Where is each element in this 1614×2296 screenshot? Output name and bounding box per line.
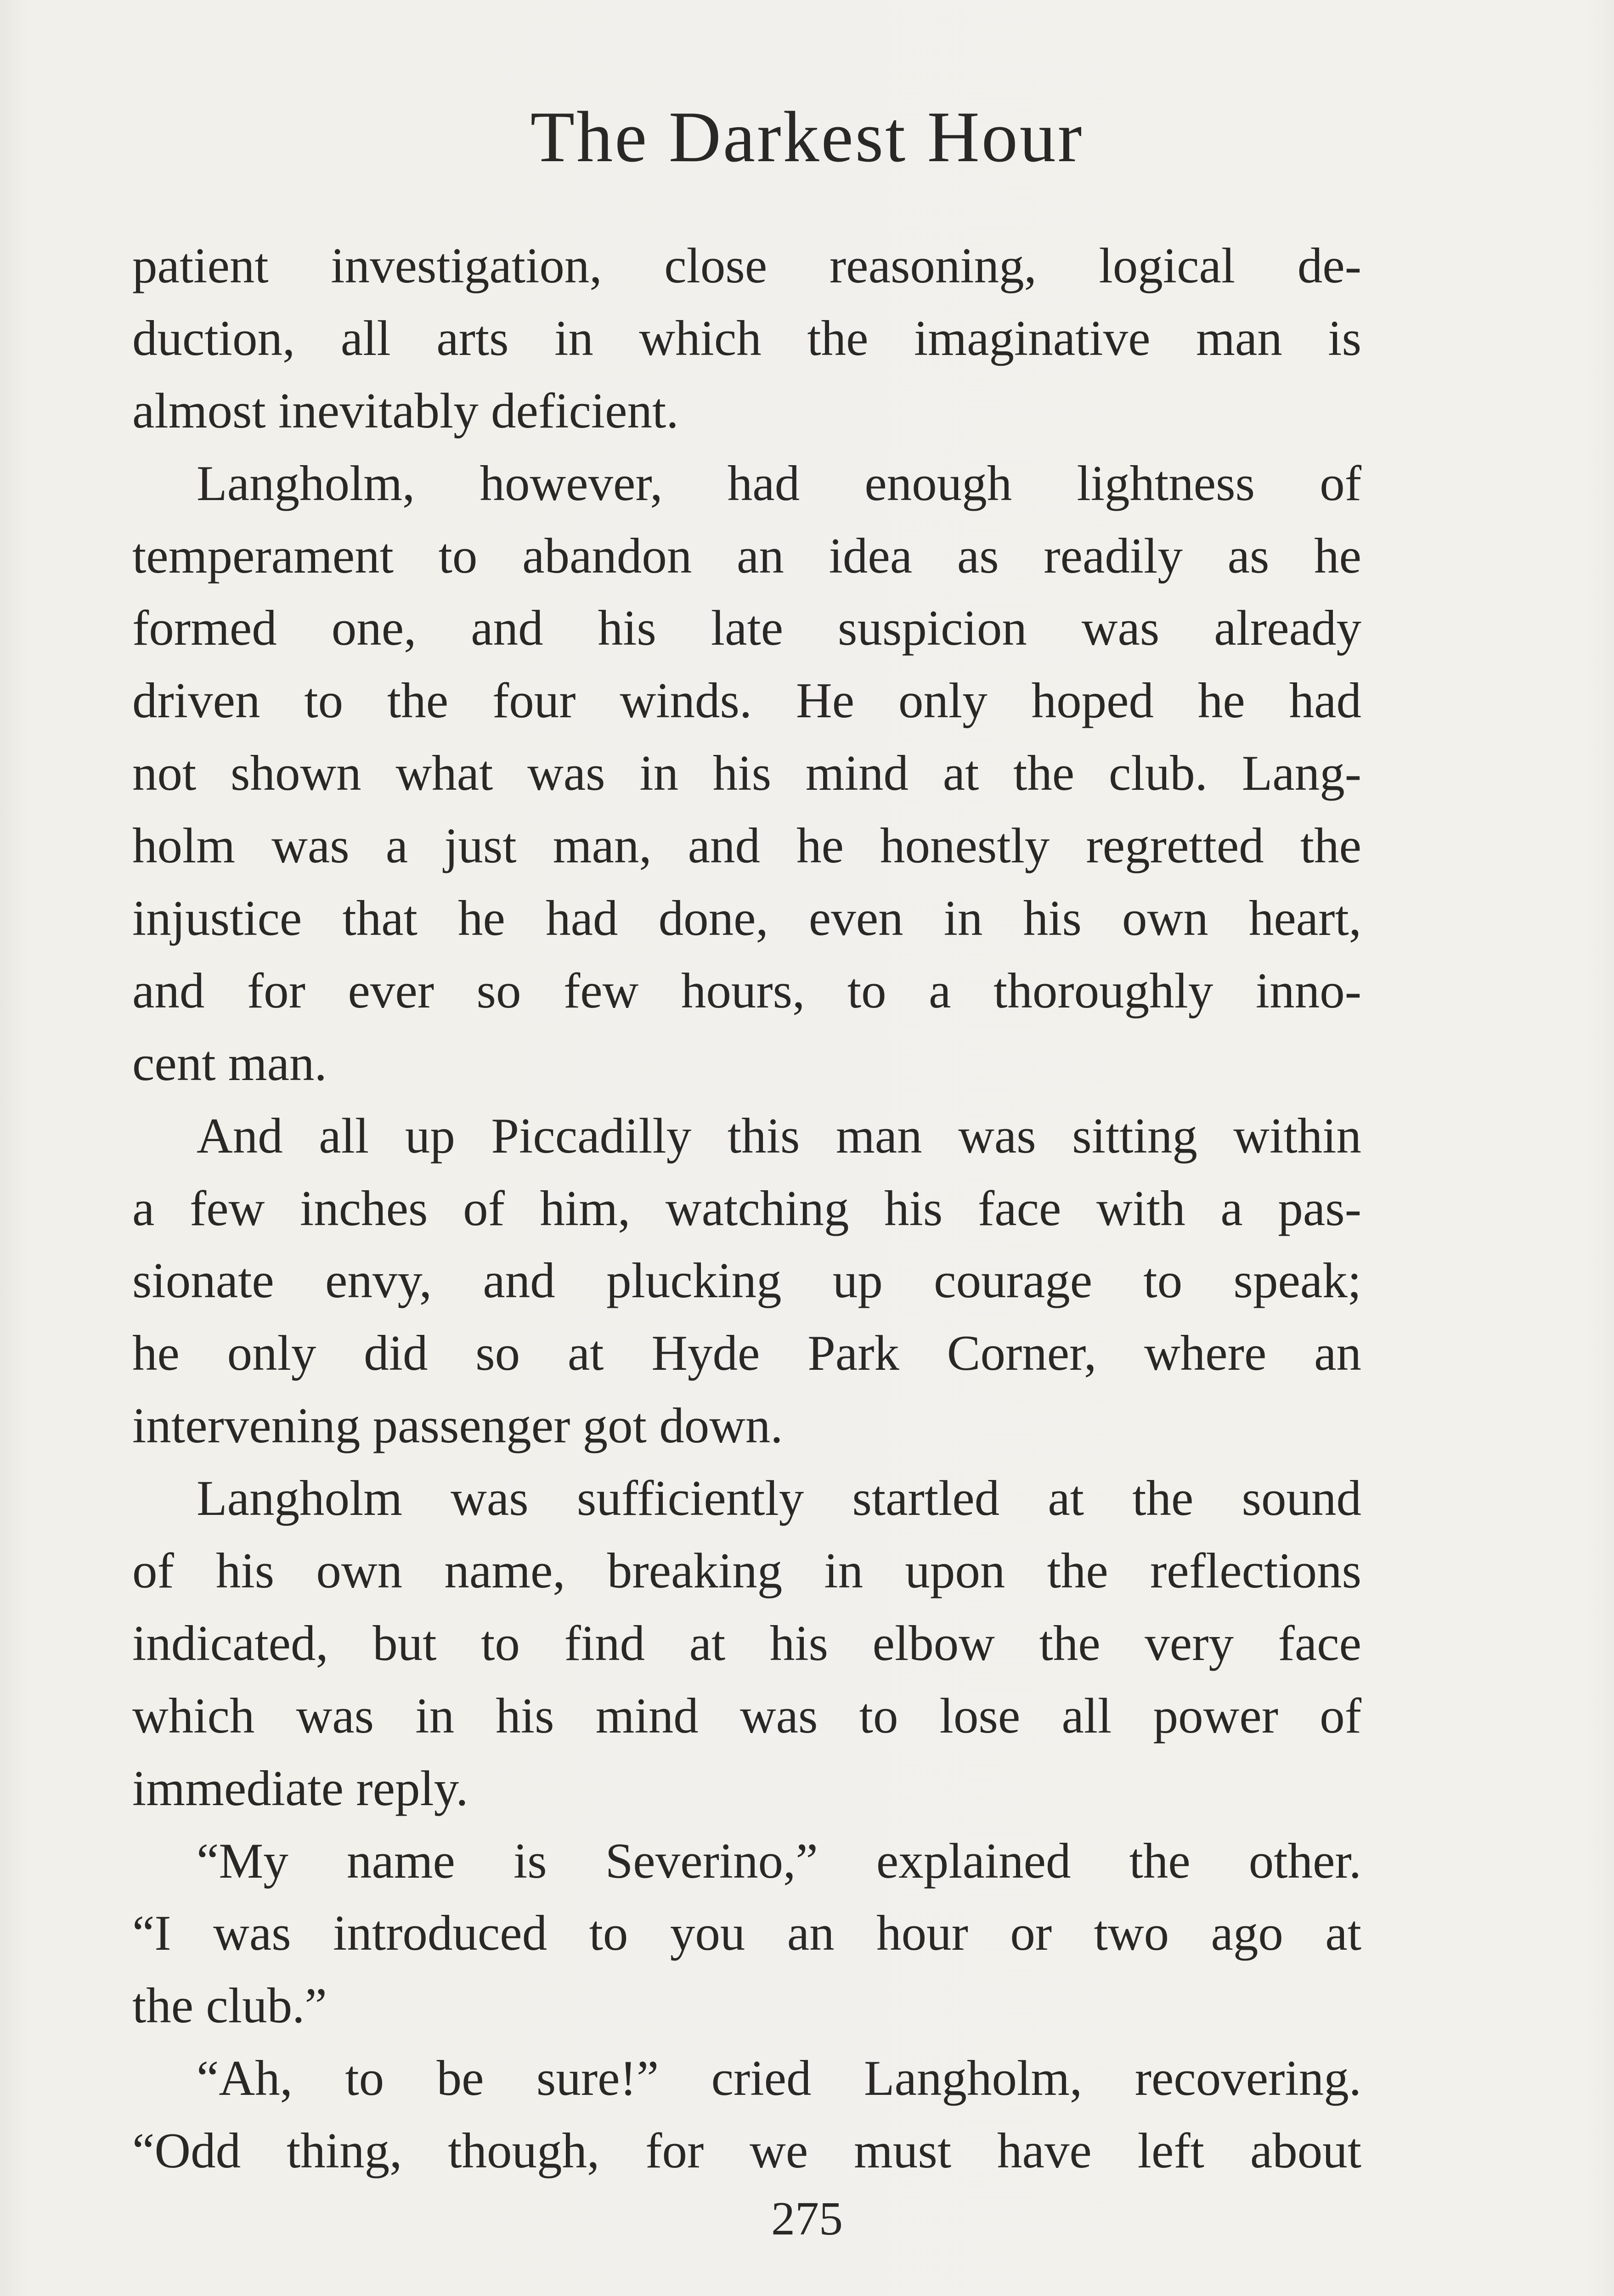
text-line: intervening passenger got down. <box>132 1398 783 1454</box>
text-line: patient investigation, close reasoning, logical de- <box>132 238 1361 293</box>
body-text <box>132 230 1361 2187</box>
text-line: the club.” <box>132 1978 327 2034</box>
text-line: indicated, but to find at his elbow the very face <box>132 1615 1361 1671</box>
text-line: holm was a just man, and he honestly regretted the <box>132 818 1361 874</box>
page-number: 275 <box>771 2192 843 2245</box>
text-line: almost inevitably deficient. <box>132 383 679 439</box>
text-line: And all up Piccadilly this man was sitting within <box>197 1108 1361 1164</box>
text-line: and for ever so few hours, to a thoroughly inno- <box>132 962 1361 1019</box>
text-line: “I was introduced to you an hour or two ago at <box>132 1905 1361 1961</box>
text-line: injustice that he had done, even in his own heart, <box>132 890 1361 946</box>
running-header: The Darkest Hour <box>530 97 1084 177</box>
text-line: temperament to abandon an idea as readily as he <box>132 528 1361 584</box>
text-line: Langholm was sufficiently startled at the sound <box>197 1470 1361 1526</box>
text-line: he only did so at Hyde Park Corner, where an <box>132 1325 1361 1381</box>
text-line: “My name is Severino,” explained the other. <box>197 1833 1361 1889</box>
text-line: formed one, and his late suspicion was already <box>132 600 1361 656</box>
text-line: Langholm, however, had enough lightness of <box>197 455 1361 511</box>
text-line: duction, all arts in which the imaginative man is <box>132 310 1361 366</box>
text-line: driven to the four winds. He only hoped he had <box>132 673 1361 729</box>
text-line: a few inches of him, watching his face with a pas- <box>132 1180 1361 1236</box>
text-line: of his own name, breaking in upon the reflections <box>132 1543 1361 1599</box>
text-line: which was in his mind was to lose all power of <box>132 1688 1361 1744</box>
text-line: “Odd thing, though, for we must have left about <box>132 2123 1361 2179</box>
text-line: cent man. <box>132 1035 327 1091</box>
text-line: sionate envy, and plucking up courage to speak; <box>132 1253 1361 1309</box>
text-line: not shown what was in his mind at the club. Lang- <box>132 745 1361 801</box>
text-line: “Ah, to be sure!” cried Langholm, recovering. <box>197 2050 1361 2106</box>
text-line: immediate reply. <box>132 1760 468 1816</box>
